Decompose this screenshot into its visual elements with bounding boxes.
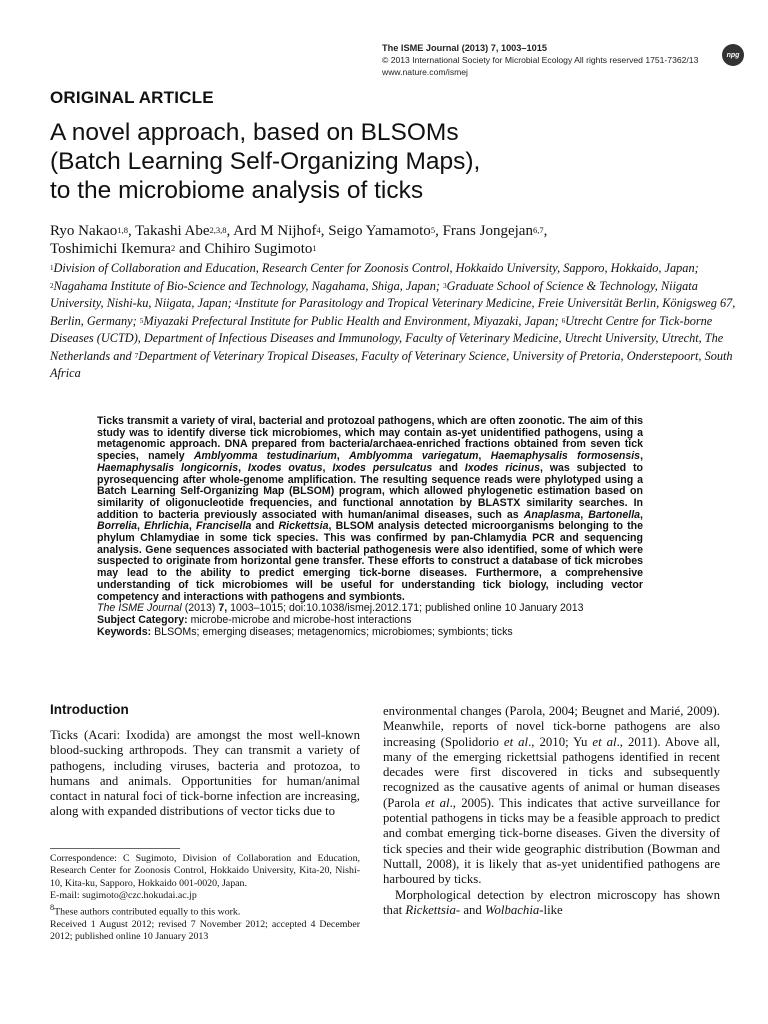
- section-heading-introduction: Introduction: [50, 702, 129, 717]
- body-text: - and: [455, 902, 485, 917]
- subject-category-value: microbe-microbe and microbe-host interactions: [187, 613, 412, 626]
- abstract-text: ,: [478, 450, 491, 463]
- citation-journal: The ISME Journal: [97, 602, 182, 615]
- genus-name: Borrelia: [97, 520, 138, 533]
- et-al: et al: [425, 795, 450, 810]
- genus-name: Ehrlichia: [144, 520, 189, 533]
- footnotes: [50, 853, 360, 943]
- genus-name: Wolbachia: [485, 902, 540, 917]
- email-note: E-mail: sugimoto@czc.hokudai.ac.jp: [50, 889, 197, 901]
- abstract-text: ,: [322, 461, 333, 474]
- subject-category-label: Subject Category:: [97, 613, 188, 626]
- affiliation-marker: 3: [443, 281, 447, 290]
- citation-text: (2013): [181, 602, 219, 615]
- citation-volume: 7,: [218, 602, 228, 615]
- right-column: [383, 704, 720, 918]
- title-line: to the microbiome analysis of ticks: [50, 177, 424, 204]
- abstract-text: ,: [188, 520, 196, 533]
- et-al: et al: [503, 734, 529, 749]
- affiliation-marker: 7: [134, 351, 139, 360]
- abstract-text: ,: [238, 461, 248, 474]
- journal-header: [382, 42, 722, 78]
- author-affiliation-marker: 1: [312, 243, 317, 253]
- title-line: A novel approach, based on BLSOMs: [50, 119, 459, 146]
- author-name: Toshimichi Ikemura: [50, 241, 172, 257]
- affiliation-text: Division of Collaboration and Education, Research Center for Zoonosis Control, Hokkaido University, Sapporo, Hokkaido, Japan;: [53, 261, 699, 275]
- genus-name: Francisella: [195, 520, 252, 533]
- equal-contribution-text: These authors contributed equally to this work.: [54, 906, 241, 918]
- abstract-text: , BLSOM analysis detected microorganisms belonging to the phylum Chlamydiae in some tick species. This was confirmed by pan-Chlamydia PCR and sequencing analysis. Gene sequences associated with bacterial pathogenesis were also identified, some of which were suspected to originate from horizontal gene transfer. These efforts to construct a database of tick microbes may lead to the ability to predict emerging tick-borne diseases. Furthermore, a comprehensive understanding of tick microbiomes will be useful for understanding tick biology, including vector competency and interactions with pathogens and symbionts.: [97, 520, 643, 603]
- species-name: Haemaphysalis formosensis: [490, 450, 641, 463]
- affiliation-text: Institute for Parasitology and Tropical Veterinary Medicine, Freie Universität Berlin, Königsweg 67, Berlin, Germany;: [50, 296, 736, 328]
- abstract-text: ,: [640, 450, 644, 463]
- journal-url[interactable]: www.nature.com/ismej: [382, 67, 468, 77]
- intro-paragraph: Ticks (Acari: Ixodida) are amongst the most well-known blood-sucking arthropods. They can transmit a variety of pathogens, including viruses, bacteria and protozoa, to humans and animals. Opportunities for human/animal contact in natural foci of tick-borne infection are increasing, along with expanded distributions of vector ticks due to: [50, 728, 360, 819]
- genus-name: Rickettsia: [405, 902, 456, 917]
- affiliation-text: Utrecht Centre for Tick-borne Diseases (UCTD), Department of Infectious Diseases and Immunology, Faculty of Veterinary Medicine, Utrecht University, Utrecht, The Netherlands and: [50, 313, 724, 363]
- npg-logo-icon: npg: [722, 44, 744, 66]
- author-name: Frans Jongejan: [442, 223, 533, 239]
- keywords-line: [97, 627, 643, 639]
- species-name: Ixodes ricinus: [464, 461, 540, 474]
- author-affiliation-marker: 1,8: [117, 225, 128, 235]
- genus-name: Anaplasma: [523, 508, 581, 521]
- affiliation-text: Nagahama Institute of Bio-Science and Technology, Nagahama, Shiga, Japan;: [53, 278, 444, 293]
- abstract-text: ,: [137, 520, 145, 533]
- affiliation-marker: 5: [139, 316, 144, 325]
- footnote-divider: [50, 848, 180, 849]
- author-affiliation-marker: 6,7: [532, 225, 544, 235]
- et-al: et al: [592, 734, 617, 749]
- species-name: Haemaphysalis longicornis: [97, 461, 239, 474]
- abstract: [97, 416, 643, 638]
- genus-name: Rickettsia: [278, 520, 329, 533]
- species-name: Amblyomma variegatum: [349, 450, 479, 463]
- body-text: ., 2005). This indicates that active surveillance for potential pathogens in ticks may be a feasible approach to predict and combat emerging tick-borne diseases. Given the diversity of tick species and their wide geographic distribution (Bowman and Nuttall, 2008), it is likely that as-yet unidentified pathogens are harboured by ticks.: [383, 795, 720, 887]
- body-text: -like: [539, 902, 563, 917]
- citation-text: 1003–1015; doi:10.1038/ismej.2012.171; published online 10 January 2013: [227, 602, 584, 615]
- affiliation-text: Department of Veterinary Tropical Diseases, Faculty of Veterinary Science, University of Pretoria, Onderstepoort, South Africa: [50, 348, 733, 380]
- abstract-text: and: [251, 520, 279, 533]
- affiliation-marker: 6: [561, 316, 566, 325]
- affiliation-marker: 1: [50, 264, 54, 272]
- abstract-body: [97, 416, 643, 603]
- affiliation-marker: 2: [50, 281, 54, 290]
- dates-note: Received 1 August 2012; revised 7 November 2012; accepted 4 December 2012; published online 10 January 2013: [50, 918, 360, 943]
- copyright-line: © 2013 International Society for Microbial Ecology All rights reserved 1751-7362/13: [382, 55, 699, 65]
- article-title: [50, 118, 690, 205]
- affiliation-list: [50, 260, 740, 383]
- body-text: Morphological detection by electron microscopy has shown that: [383, 887, 720, 917]
- equal-contribution-note: [50, 902, 360, 919]
- equal-contribution-marker: 8: [50, 903, 55, 913]
- author-name: Takashi Abe: [135, 223, 210, 239]
- author-list: Ryo Nakao$^{1,8}$, Takashi Abe$^{2,3,8}$, Ard M Nijhof$^4$, Seigo Yamamoto$^5$, Frans Jongejan$^{6,7}$, Toshimichi Ikemura$^2$ and Chihiro Sugimoto$^1$: [50, 223, 548, 257]
- title-line: (Batch Learning Self-Organizing Maps),: [50, 148, 481, 175]
- author-affiliation-marker: 4: [316, 225, 321, 235]
- species-name: Amblyomma testudinarium: [193, 450, 337, 463]
- genus-name: Bartonella: [588, 508, 641, 521]
- author-name: Ard M Nijhof: [233, 223, 317, 239]
- keywords-label: Keywords:: [97, 625, 152, 638]
- article-type-label: ORIGINAL ARTICLE: [50, 88, 214, 107]
- species-name: Ixodes ovatus: [247, 461, 323, 474]
- intro-paragraph: [383, 704, 720, 888]
- author-name: Ryo Nakao: [50, 223, 118, 239]
- author-affiliation-marker: 5: [430, 225, 436, 235]
- correspondence-note: Correspondence: C Sugimoto, Division of Collaboration and Education, Research Center for Zoonosis Control, Hokkaido University, Kita-20, Nishi-10, Kita-ku, Sapporo, Hokkaido 001-0020, Japan.: [50, 853, 360, 889]
- abstract-text: Ticks transmit a variety of viral, bacterial and protozoal pathogens, which are often zoonotic. The aim of this study was to identify diverse tick microbiomes, which may contain as-yet unidentified pathogens, using a metagenomic approach. DNA prepared from bacteria/archaea-enriched fractions obtained from seven tick species, namely: [97, 415, 643, 463]
- affiliation-text: Graduate School of Science & Technology, Niigata University, Nishi-ku, Niigata, Japan;: [50, 278, 698, 310]
- body-text: ., 2011). Above all, many of the emerging rickettsial pathogens identified in recent decades were first discovered in ticks and subsequently recognized as the causative agents of animal or human diseases (Parola: [383, 734, 720, 810]
- affiliation-marker: 4: [234, 299, 239, 307]
- journal-citation-line: The ISME Journal (2013) 7, 1003–1015: [382, 43, 547, 53]
- body-text: ., 2010; Yu: [528, 734, 593, 749]
- abstract-text: and: [432, 461, 465, 474]
- species-name: Ixodes persulcatus: [332, 461, 433, 474]
- abstract-text: ,: [336, 450, 350, 463]
- author-name: Chihiro Sugimoto: [204, 241, 313, 257]
- keywords-value: BLSOMs; emerging diseases; metagenomics; microbiomes; symbionts; ticks: [151, 625, 513, 638]
- body-text: environmental changes (Parola, 2004; Beugnet and Marié, 2009). Meanwhile, reports of novel tick-borne pathogens are also increasing (Spolidorio: [383, 704, 720, 749]
- author-name: Seigo Yamamoto: [328, 223, 431, 239]
- intro-paragraph: [383, 888, 720, 919]
- abstract-text: , was subjected to pyrosequencing after whole-genome amplification. The resulting sequence reads were phylotyped using a Batch Learning Self-Organizing Map (BLSOM) program, which allowed phylogenetic estimation based on similarity of oligonucleotide frequencies, and functional annotation by BLASTX similarity searches. In addition to bacteria previously associated with human/animal diseases, such as: [97, 461, 643, 521]
- author-affiliation-marker: 2: [171, 243, 176, 253]
- affiliation-text: Miyazaki Prefectural Institute for Public Health and Environment, Miyazaki, Japan;: [143, 313, 562, 328]
- left-column: [50, 728, 360, 820]
- abstract-text: ,: [640, 508, 643, 521]
- author-affiliation-marker: 2,3,8: [209, 225, 227, 235]
- abstract-text: ,: [580, 508, 589, 521]
